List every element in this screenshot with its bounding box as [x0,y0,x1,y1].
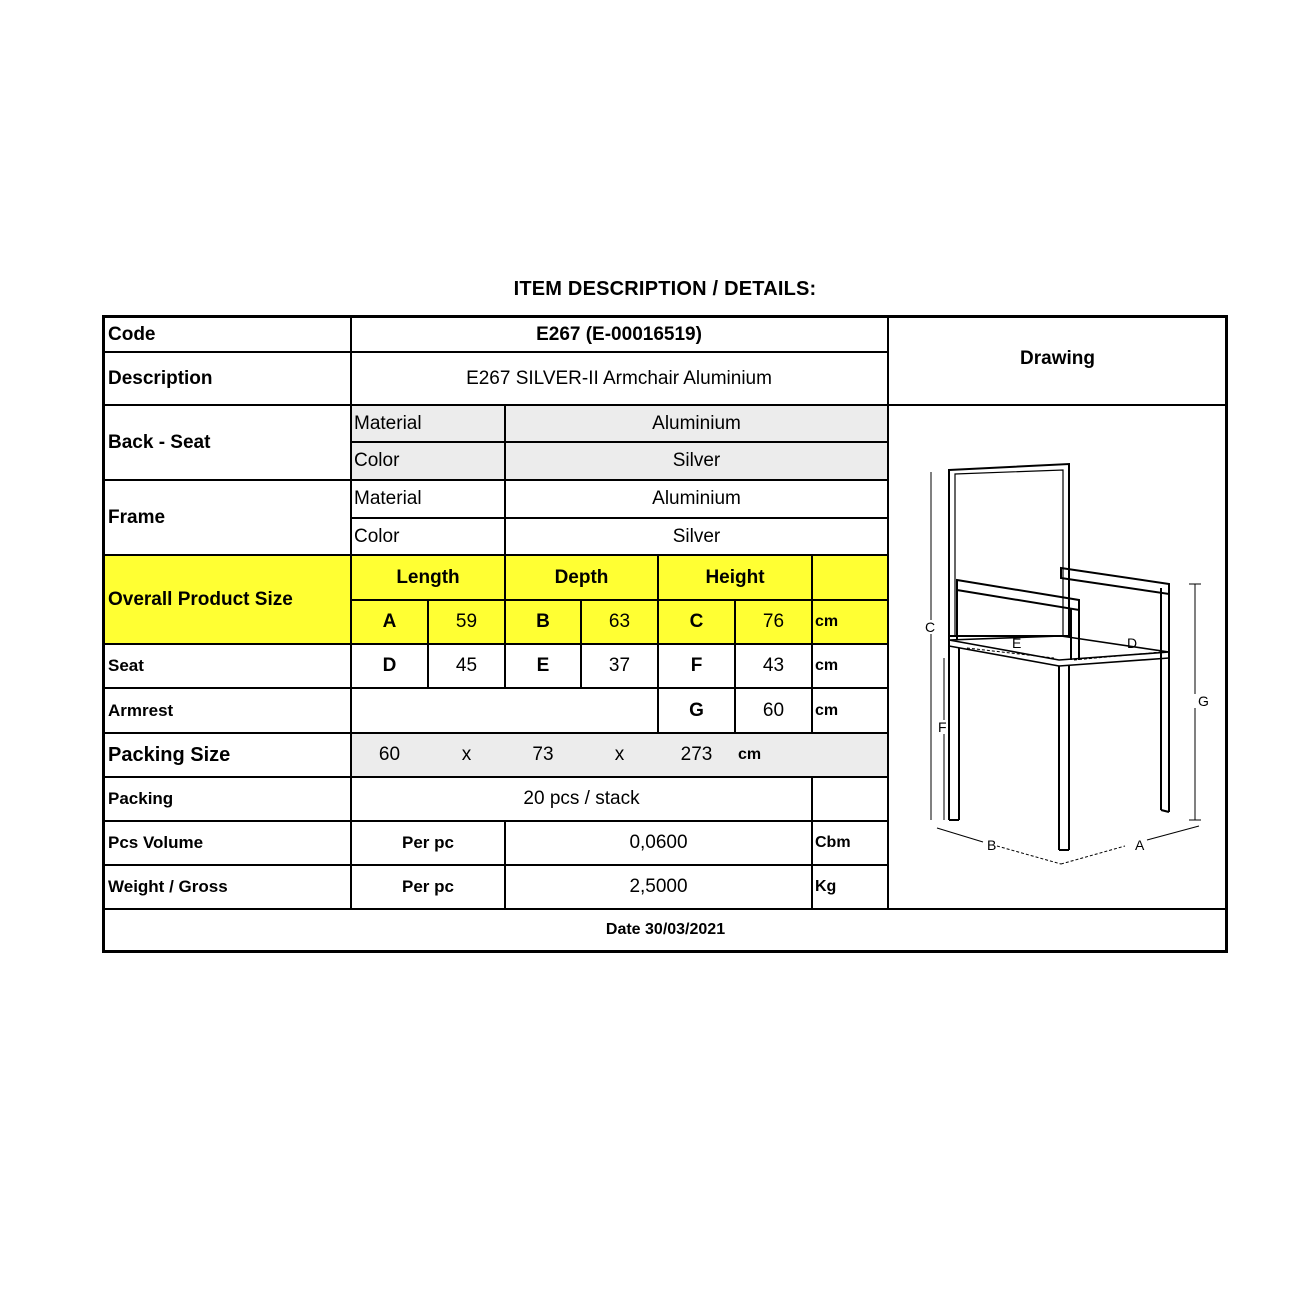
frame-color-value: Silver [672,526,721,547]
back-seat-color-value: Silver [672,450,721,471]
spec-sheet [102,315,1228,953]
packing-value: 20 pcs / stack [523,788,640,809]
description-value: E267 SILVER-II Armchair Aluminium [466,368,772,389]
seat-label: Seat [108,656,144,675]
dim-c-letter: C [689,611,704,632]
drawing-label-e: E [1012,635,1022,651]
drawing-label-b: B [987,837,997,853]
dim-d-letter: D [382,655,397,676]
dim-g-letter: G [689,699,704,721]
armrest-label: Armrest [108,700,174,720]
back-seat-material-value: Aluminium [652,413,741,434]
dim-f-value: 43 [762,655,785,676]
volume-label: Pcs Volume [108,833,204,852]
dim-c-value: 76 [762,611,785,632]
drawing-header: Drawing [1020,348,1095,369]
packing-size-width: 60 [378,744,401,765]
weight-per: Per pc [402,877,454,896]
date-footer: Date 30/03/2021 [605,921,726,938]
back-seat-material-label: Material [354,413,422,434]
length-header: Length [396,566,460,588]
chair-back-panel [949,464,1069,636]
frame-color-label: Color [354,526,400,547]
packing-size-label: Packing Size [108,743,231,766]
packing-size-unit: cm [738,746,762,763]
description-label: Description [108,368,213,389]
code-label: Code [108,323,156,345]
drawing-label-f: F [938,719,947,735]
dim-a-letter: A [382,611,397,632]
volume-value: 0,0600 [629,832,688,853]
seat-unit: cm [815,657,839,674]
armrest-unit: cm [815,701,839,719]
weight-label: Weight / Gross [108,877,228,896]
dim-b-value: 63 [608,611,631,632]
packing-size-sep-2: x [614,744,625,765]
back-seat-label: Back - Seat [108,432,211,453]
dim-e-letter: E [536,655,550,676]
depth-header: Depth [554,566,609,588]
dim-g-value: 60 [762,699,785,721]
volume-per: Per pc [402,833,454,852]
drawing-label-d: D [1127,635,1138,651]
code-value: E267 (E-00016519) [536,323,702,345]
dim-f-letter: F [690,655,703,676]
drawing-label-a: A [1135,837,1145,853]
dim-d-value: 45 [455,655,478,676]
back-seat-color-label: Color [354,450,400,471]
frame-label: Frame [108,507,166,528]
packing-label: Packing [108,789,174,808]
packing-size-depth: 73 [532,744,554,765]
height-header: Height [705,566,765,588]
chair-drawing [889,408,1229,908]
dim-b-letter: B [536,611,550,632]
drawing-label-c: C [925,619,936,635]
overall-size-label: Overall Product Size [108,589,293,610]
right-armrest [1061,568,1169,594]
frame-material-value: Aluminium [652,488,741,509]
frame-material-label: Material [354,488,422,509]
weight-unit: Kg [815,878,837,895]
dim-a-value: 59 [455,611,478,632]
weight-value: 2,5000 [629,876,688,897]
overall-unit: cm [815,613,839,630]
drawing-label-g: G [1198,693,1209,709]
dim-e-value: 37 [608,655,631,676]
sheet-title: ITEM DESCRIPTION / DETAILS: [513,278,817,300]
left-armrest [957,580,1079,610]
packing-size-sep-1: x [461,744,472,765]
volume-unit: Cbm [815,834,851,851]
packing-size-height: 273 [680,744,713,765]
